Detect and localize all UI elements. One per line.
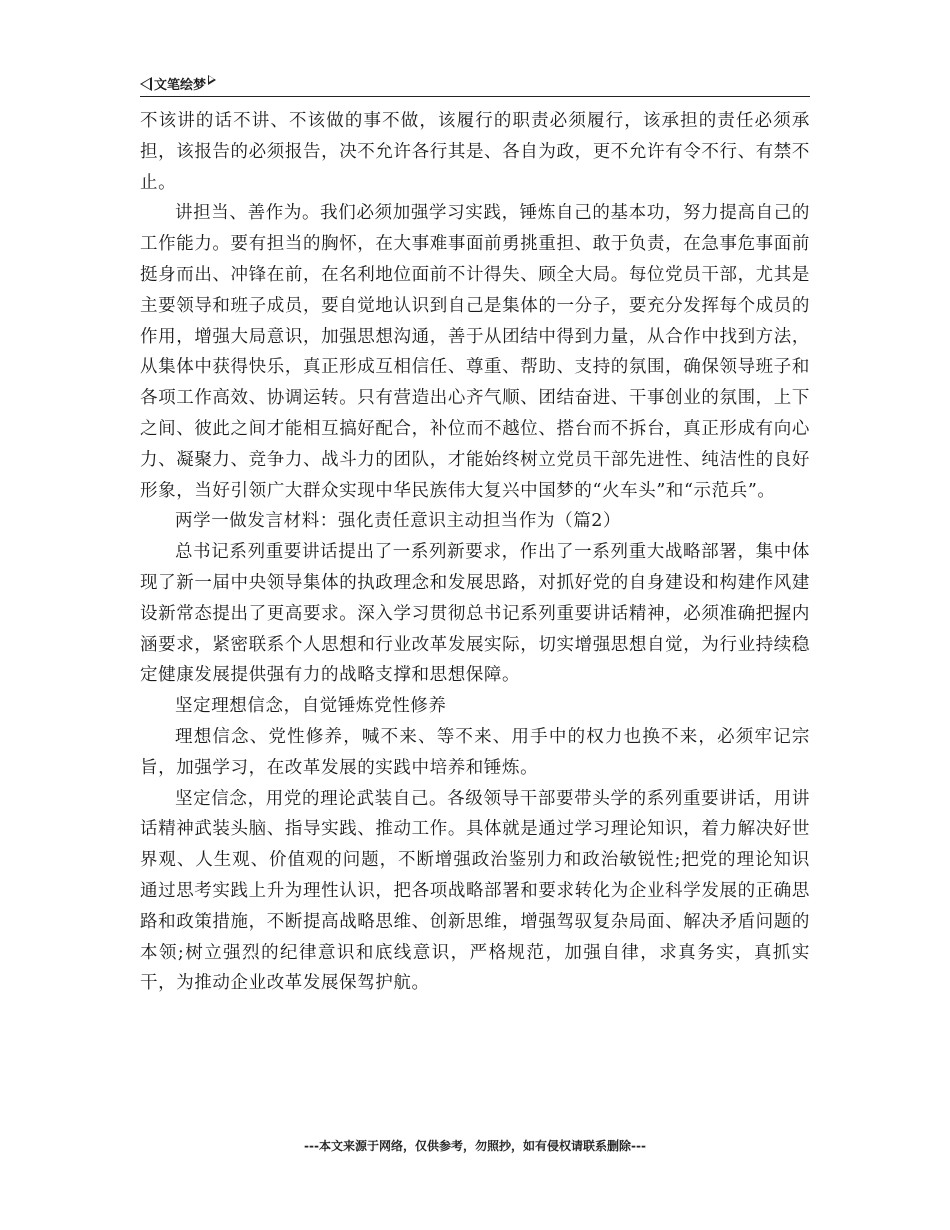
paragraph-3: 总书记系列重要讲话提出了一系列新要求，作出了一系列重大战略部署，集中体现了新一届中央领导集体的执政理念和发展思路，对抓好党的自身建设和构建作风建设新常态提出了更高要求。深入学习贯彻总书记系列重要讲话精神，必须准确把握内涵要求，紧密联系个人思想和行业改革发展实际，切实增强思想自觉，为行业持续稳定健康发展提供强有力的战略支撑和思想保障。 — [140, 542, 810, 686]
page-header — [140, 72, 810, 97]
right-triangle-icon — [208, 75, 216, 85]
paragraph-2: 讲担当、善作为。我们必须加强学习实践，锤炼自己的基本功，努力提高自己的工作能力。要有担当的胸怀，在大事难事面前勇挑重担、敢于负责，在急事危事面前挺身而出、冲锋在前，在名利地位面前不计得失、顾全大局。每位党员干部，尤其是主要领导和班子成员，要自觉地认识到自己是集体的一分子，要充分发挥每个成员的作用，增强大局意识，加强思想沟通，善于从团结中得到力量，从合作中找到方法，从集体中获得快乐，真正形成互相信任、尊重、帮助、支持的氛围，确保领导班子和各项工作高效、协调运转。只有营造出心齐气顺、团结奋进、干事创业的氛围，上下之间、彼此之间才能相互搞好配合，补位而不越位、搭台而不拆台，真正形成有向心力、凝聚力、竞争力、战斗力的团队，才能始终树立党员干部先进性、纯洁性的良好形象，当好引领广大群众实现中华民族伟大复兴中国梦的“火车头”和“示范兵”。 — [140, 203, 810, 501]
paragraph-4: 理想信念、党性修养，喊不来、等不来、用手中的权力也换不来，必须牢记宗旨，加强学习，在改革发展的实践中培养和锤炼。 — [140, 726, 810, 778]
header-brand — [140, 74, 216, 93]
document-body — [140, 106, 810, 999]
paragraph-5: 坚定信念，用党的理论武装自己。各级领导干部要带头学的系列重要讲话，用讲话精神武装头脑、指导实践、推动工作。具体就是通过学习理论知识，着力解决好世界观、人生观、价值观的问题，不断增强政治鉴别力和政治敏锐性;把党的理论知识通过思考实践上升为理性认识，把各项战略部署和要求转化为企业科学发展的正确思路和政策措施，不断提高战略思维、创新思维，增强驾驭复杂局面、解决矛盾问题的本领;树立强烈的纪律意识和底线意识，严格规范，加强自律，求真务实，真抓实干，为推动企业改革发展保驾护航。 — [140, 788, 810, 994]
subsection-heading: 坚定理想信念，自觉锤炼党性修养 — [175, 696, 447, 717]
left-triangle-icon — [140, 77, 152, 91]
section-title: 两学一做发言材料：强化责任意识主动担当作为（篇2） — [175, 511, 622, 532]
paragraph-1: 不该讲的话不讲、不该做的事不做，该履行的职责必须履行，该承担的责任必须承担，该报告的必须报告，决不允许各行其是、各自为政，更不允许有令不行、有禁不止。 — [140, 111, 810, 193]
brand-text: 文笔绘梦 — [154, 78, 207, 93]
footer-notice: ---本文来源于网络，仅供参考，勿照抄，如有侵权请联系删除--- — [304, 1139, 646, 1153]
